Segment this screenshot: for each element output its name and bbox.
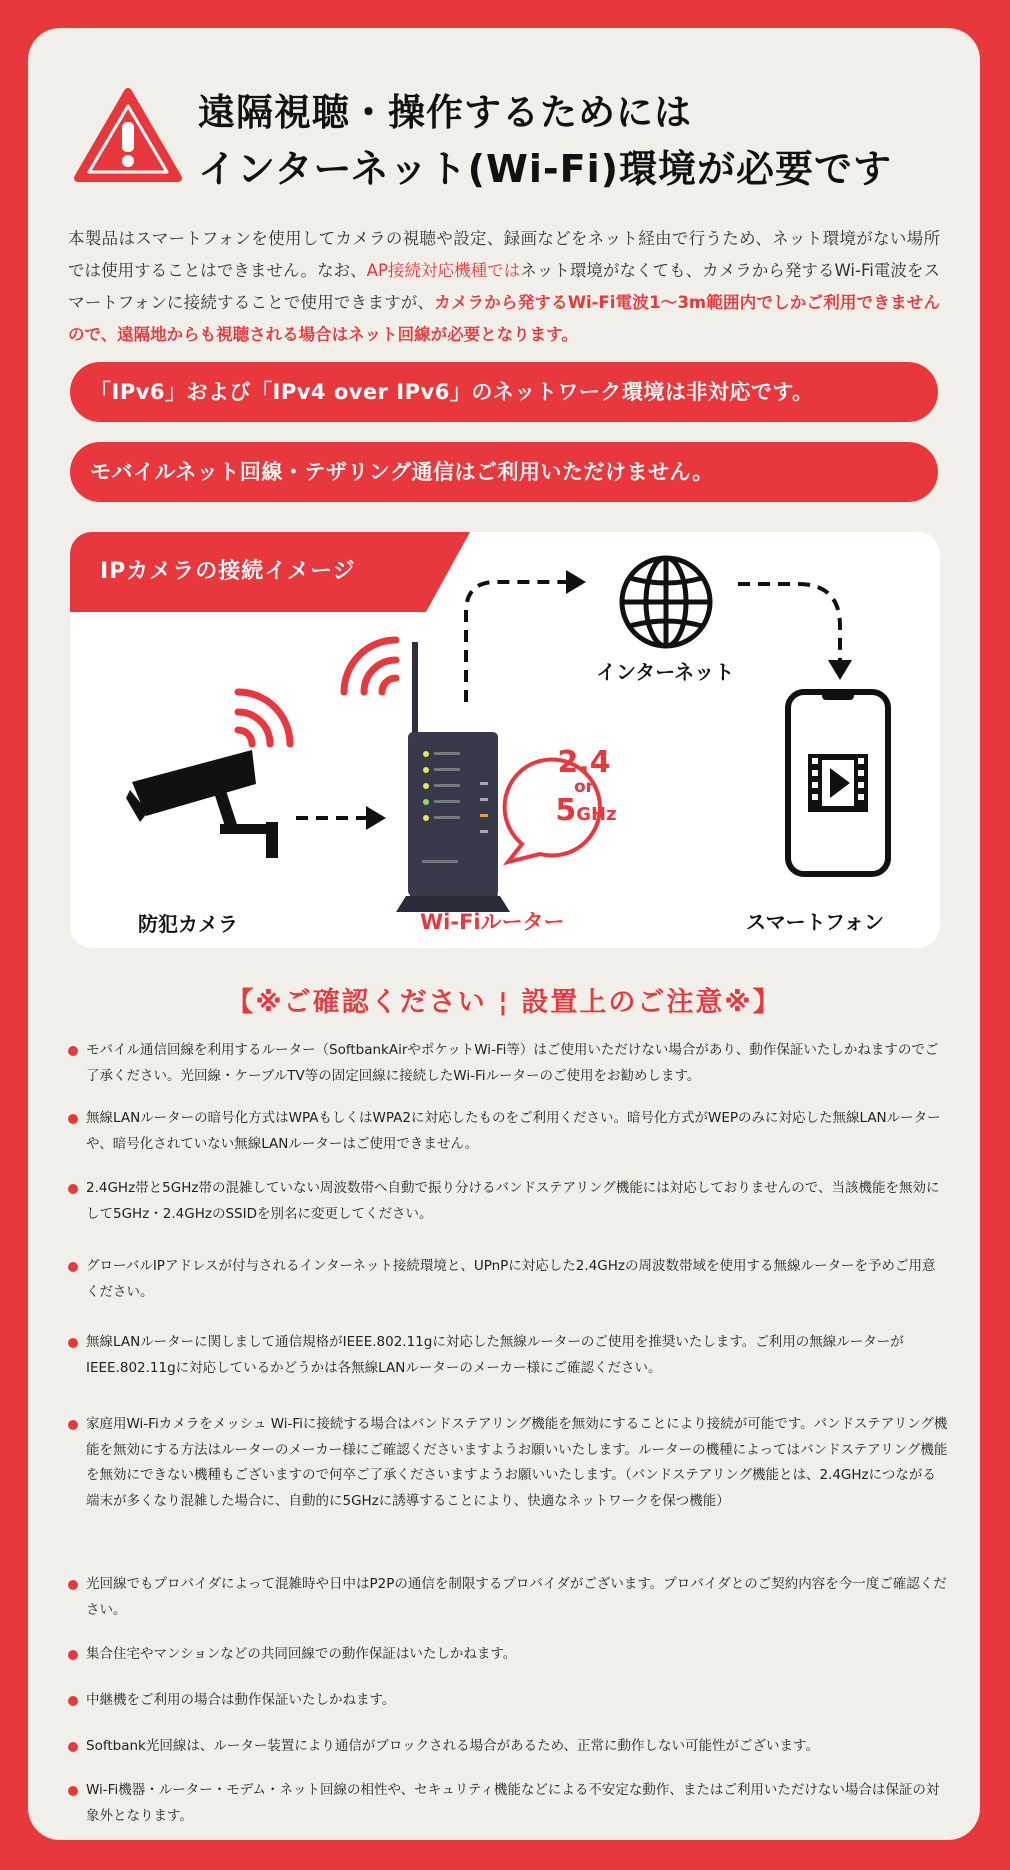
note-text: Wi-Fi機器・ルーター・モデム・ネット回線の相性や、セキュリティ機能などによる不安定な動作、またはご利用いただけない場合は保証の対象外となります。 — [86, 1782, 940, 1824]
badge-5ghz-unit: GHz — [576, 804, 617, 825]
list-item — [68, 1412, 948, 1514]
note-text: 家庭用Wi-Fiカメラをメッシュ Wi-Fiに接続する場合はバンドステアリング機能を無効にすることにより接続が可能です。バンドステアリング機能を無効にする方法はルーターのメーカー様にご確認くださいますようお願いいたします。ルーターの機種によってはバンドステアリング機能を無効にできない機種もございますので何卒ご了承くださいますようお願いいたします。（バンドステアリング機能とは、2.4GHzにつながる端末が多くなり混雑した場合に、自動的に5GHzに誘導することにより、快適なネットワークを保つ機能） — [86, 1416, 948, 1509]
badge-5ghz-number: 5 — [555, 793, 577, 828]
page-title — [198, 86, 978, 198]
list-item — [68, 1254, 948, 1305]
badge-5ghz — [546, 793, 626, 830]
smartphone-icon — [788, 692, 888, 874]
title-line-2: インターネット(Wi-Fi)環境が必要です — [198, 147, 893, 191]
note-text: グローバルIPアドレスが付与されるインターネット接続環境と、UPnPに対応した2.4GHzの周波数帯域を使用する無線ルーターを予めご用意ください。 — [86, 1258, 936, 1300]
globe-icon — [622, 558, 710, 646]
note-text: 集合住宅やマンションなどの共同回線での動作保証はいたしかねます。 — [86, 1646, 517, 1662]
badge-or: or — [573, 777, 595, 797]
note-text: 無線LANルーターの暗号化方式はWPAもしくはWPA2に対応したものをご利用ください。暗号化方式がWEPのみに対応した無線LANルーターや、暗号化されていない無線LANルーターはご使用できません。 — [86, 1110, 941, 1152]
internet-label: インターネット — [596, 660, 735, 684]
badge-24ghz: 2.4 — [557, 745, 611, 780]
note-text: 中継機をご利用の場合は動作保証いたしかねます。 — [86, 1692, 396, 1708]
note-text: 2.4GHz帯と5GHz帯の混雑していない周波数帯へ自動で振り分けるバンドステアリング機能には対応しておりませんので、当該機能を無効にして5GHz・2.4GHzのSSIDを別名に変更してください。 — [86, 1180, 940, 1222]
list-item — [68, 1572, 948, 1623]
connection-diagram — [70, 532, 940, 948]
bullet-icon — [68, 1338, 78, 1348]
bullet-icon — [68, 1696, 78, 1706]
intro-paragraph — [68, 223, 940, 351]
intro-text-1: 本製品はスマートフォンを使用してカメラの視聴や設定、録画などをネット経由で行うため、ネット環境がない場所では使用することはできません。なお、 — [68, 228, 940, 280]
bullet-icon — [68, 1786, 78, 1796]
camera-signal-icon — [238, 692, 290, 744]
warning-triangle-icon — [72, 86, 184, 186]
title-line-1: 遠隔視聴・操作するためには — [198, 91, 692, 134]
video-play-icon — [808, 754, 868, 812]
notes-heading: 【※ご確認ください ¦ 設置上のご注意※】 — [226, 987, 782, 1018]
bullet-icon — [68, 1184, 78, 1194]
list-item — [68, 1330, 948, 1381]
list-item — [68, 1176, 948, 1227]
list-item — [68, 1642, 948, 1668]
diagram-illustration — [70, 532, 940, 948]
intro-highlight-range: カメラから発するWi-Fi電波1〜3m範囲内でしかご利用できませんので、遠隔地からも視聴される場合はネット回線が必要となります。 — [68, 292, 940, 344]
bullet-icon — [68, 1046, 78, 1056]
note-text: 無線LANルーターに関しまして通信規格がIEEE.802.11gに対応した無線ルーターのご使用を推奨いたします。ご利用の無線ルーターがIEEE.802.11gに対応しているかどうかは各無線LANルーターのメーカー様にご確認ください。 — [86, 1334, 904, 1376]
diagram-heading: IPカメラの接続イメージ — [100, 559, 356, 584]
bullet-icon — [68, 1650, 78, 1660]
router-label: Wi-Fiルーター — [420, 910, 565, 934]
list-item — [68, 1688, 948, 1714]
arrow-router-to-internet — [466, 570, 586, 702]
notice-pill-mobile: モバイルネット回線・テザリング通信はご利用いただけません。 — [70, 442, 938, 502]
router-signal-icon — [344, 640, 396, 692]
notice-pill-ipv6: 「IPv6」および「IPv4 over IPv6」のネットワーク環境は非対応です。 — [70, 362, 938, 422]
intro-text-2: ネット環境がなくても、カメラから発するWi-Fi電波をスマートフォンに接続することで使用できますが、 — [68, 260, 940, 312]
note-text: Softbank光回線は、ルーター装置により通信がブロックされる場合があるため、正常に動作しない可能性がございます。 — [86, 1738, 819, 1754]
list-item — [68, 1038, 948, 1089]
arrow-internet-to-phone — [738, 584, 852, 680]
list-item — [68, 1778, 948, 1829]
list-item — [68, 1734, 948, 1760]
bullet-icon — [68, 1262, 78, 1272]
bullet-icon — [68, 1580, 78, 1590]
content-card — [28, 28, 980, 1840]
arrow-camera-to-router — [296, 806, 386, 830]
phone-label: スマートフォン — [746, 910, 884, 934]
note-text: モバイル通信回線を利用するルーター（SoftbankAirやポケットWi-Fi等）はご使用いただけない場合があり、動作保証いたしかねますのでご了承ください。光回線・ケーブルTV等の固定回線に接続したWi-Fiルーターのご使用をお勧めします。 — [86, 1042, 939, 1084]
bullet-icon — [68, 1420, 78, 1430]
security-camera-icon — [126, 750, 278, 858]
bullet-icon — [68, 1742, 78, 1752]
list-item — [68, 1106, 948, 1157]
wifi-router-icon — [396, 642, 510, 912]
bullet-icon — [68, 1114, 78, 1124]
camera-label: 防犯カメラ — [138, 912, 238, 936]
intro-highlight-ap: AP接続対応機種では — [366, 260, 521, 280]
note-text: 光回線でもプロバイダによって混雑時や日中はP2Pの通信を制限するプロバイダがございます。プロバイダとのご契約内容を今一度ご確認ください。 — [86, 1576, 947, 1618]
